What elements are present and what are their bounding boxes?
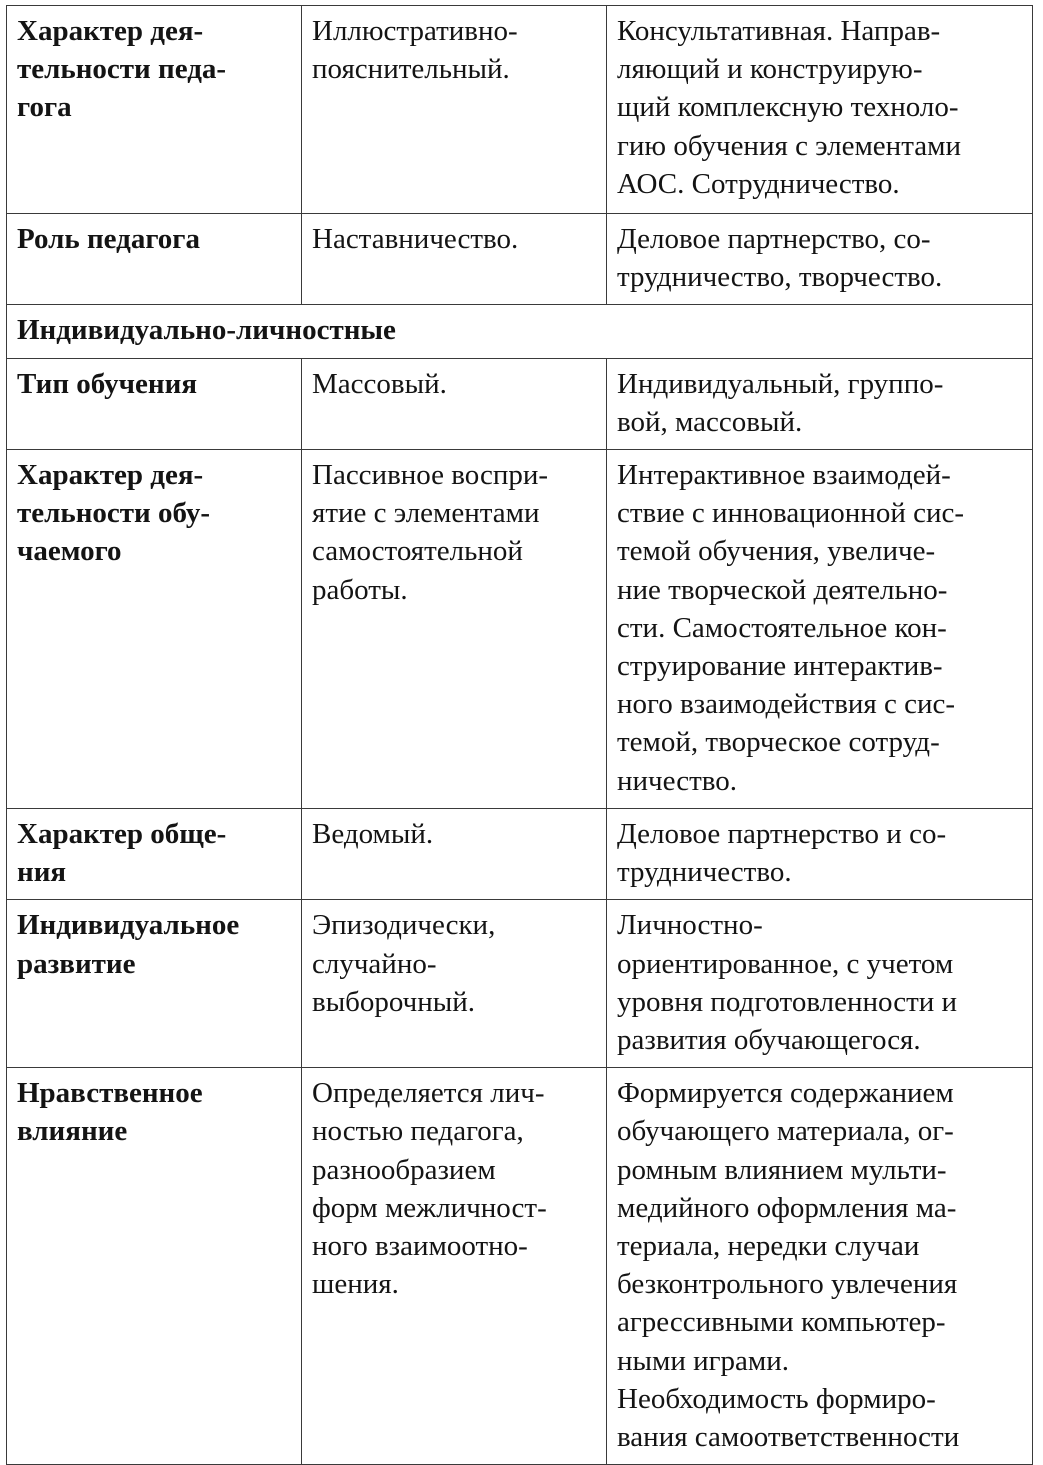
row-header-cell: Нравственное влияние xyxy=(7,1068,302,1465)
row-header-cell: Тип обучения xyxy=(7,358,302,449)
row-header-cell: Характер дея- тельности педа- гога xyxy=(7,6,302,214)
innovative-cell: Консультативная. Направ- ляющий и конструирую- щий комплексную техноло- гию обучения с элементами АОС. Сотрудничество. xyxy=(607,6,1033,214)
table-row xyxy=(7,358,1033,449)
innovative-cell: Деловое партнерство и со- трудничество. xyxy=(607,809,1033,900)
document-page xyxy=(6,5,1033,1465)
traditional-cell: Ведомый. xyxy=(302,809,607,900)
innovative-cell: Индивидуальный, группо- вой, массовый. xyxy=(607,358,1033,449)
row-header-cell: Индивидуальное развитие xyxy=(7,900,302,1068)
traditional-cell: Пассивное воспри- ятие с элементами самостоятельной работы. xyxy=(302,450,607,809)
section-heading: Индивидуально-личностные xyxy=(7,305,1033,358)
table-row xyxy=(7,450,1033,809)
row-header-cell: Роль педагога xyxy=(7,214,302,305)
table-row xyxy=(7,900,1033,1068)
traditional-cell: Определяется лич- ностью педагога, разнообразием форм межличност- ного взаимоотно- шения. xyxy=(302,1068,607,1465)
table-row xyxy=(7,1068,1033,1465)
row-header-cell: Характер обще- ния xyxy=(7,809,302,900)
traditional-cell: Массовый. xyxy=(302,358,607,449)
table-row xyxy=(7,6,1033,214)
innovative-cell: Интерактивное взаимодей- ствие с инновационной сис- темой обучения, увеличе- ние творческой деятельно- сти. Самостоятельное кон- струирование интерактив- ного взаимодействия с сис- темой, творческое сотруд- ничество. xyxy=(607,450,1033,809)
table-row xyxy=(7,809,1033,900)
row-header-cell: Характер дея- тельности обу- чаемого xyxy=(7,450,302,809)
section-row xyxy=(7,305,1033,358)
traditional-cell: Эпизодически, случайно- выборочный. xyxy=(302,900,607,1068)
traditional-cell: Иллюстративно- пояснительный. xyxy=(302,6,607,214)
traditional-cell: Наставничество. xyxy=(302,214,607,305)
innovative-cell: Личностно- ориентированное, с учетом уровня подготовленности и развития обучающегося. xyxy=(607,900,1033,1068)
innovative-cell: Формируется содержанием обучающего материала, ог- ромным влиянием мульти- медийного оформления ма- териала, нередки случаи безконтрольного увлечения агрессивными компьютер- ными играми. Необходимость формиро- вания самоответственности xyxy=(607,1068,1033,1465)
table-row xyxy=(7,214,1033,305)
innovative-cell: Деловое партнерство, со- трудничество, творчество. xyxy=(607,214,1033,305)
comparison-table xyxy=(6,5,1033,1465)
